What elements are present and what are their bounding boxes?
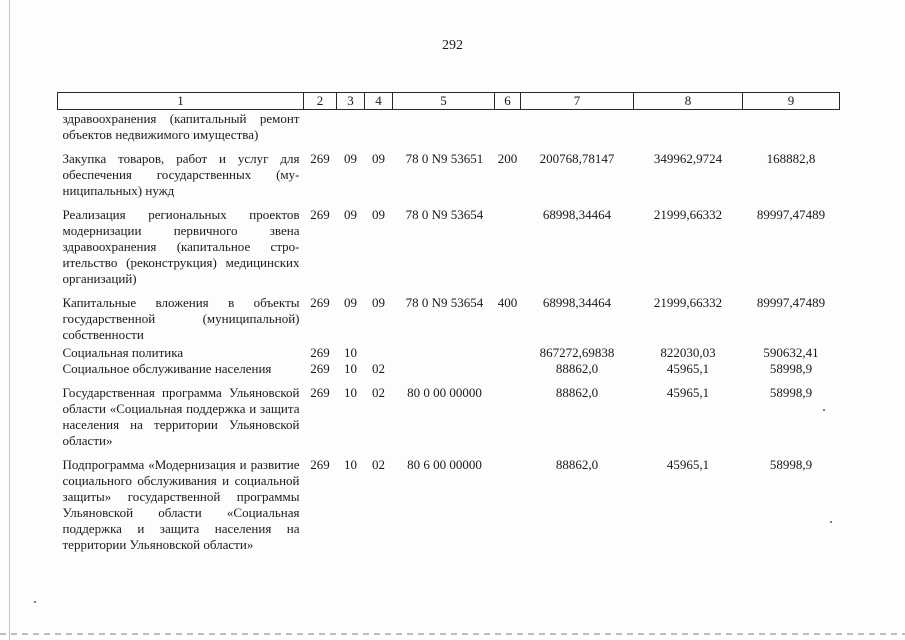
table-row <box>58 449 840 553</box>
row-expense-type: 200 <box>497 151 518 166</box>
scan-speck <box>34 601 36 603</box>
row-value-8: 349962,9724 <box>653 151 723 166</box>
row-value-7: 88862,0 <box>555 361 599 376</box>
header-col-1: 1 <box>58 93 304 110</box>
header-col-6: 6 <box>495 93 521 110</box>
row-expense-type <box>495 110 521 144</box>
row-code-4: 02 <box>372 385 385 400</box>
table-row <box>58 343 840 361</box>
row-code-2: 269 <box>310 361 330 376</box>
row-value-7: 867272,69838 <box>539 345 615 360</box>
row-name: Капитальные вложения в объекты государственной (муниципальной) собственности <box>62 295 300 342</box>
row-value-9: 58998,9 <box>769 361 813 376</box>
row-code-3: 10 <box>344 345 357 360</box>
row-value-9: 58998,9 <box>769 457 813 472</box>
row-code-3: 10 <box>344 457 357 472</box>
row-expense-type <box>495 377 521 449</box>
row-value-7: 88862,0 <box>555 385 599 400</box>
row-expense-type <box>495 449 521 553</box>
header-col-9: 9 <box>743 93 840 110</box>
scan-edge-left <box>9 0 10 640</box>
table-row <box>58 110 840 144</box>
row-name: Подпрограмма «Модернизация и развитие социального обслуживания и социальной защиты» государственной программы Ульяновской области «Социальная поддержка и защита населения на территории Ульяновской области» <box>62 457 300 552</box>
row-code-2: 269 <box>310 385 330 400</box>
header-row <box>58 93 840 110</box>
scan-speck <box>830 521 832 523</box>
row-code-2 <box>304 110 337 144</box>
row-value-8 <box>634 110 743 144</box>
row-target-article: 78 0 N9 53651 <box>405 151 484 166</box>
row-value-8: 822030,03 <box>660 345 716 360</box>
row-value-9: 58998,9 <box>769 385 813 400</box>
row-name: здравоохранения (капитальный ремонт объектов недвижимого имущества) <box>62 111 300 142</box>
row-target-article: 80 0 00 00000 <box>407 385 482 400</box>
row-expense-type: 400 <box>497 295 518 310</box>
row-value-8: 45965,1 <box>666 385 710 400</box>
table-row <box>58 287 840 343</box>
row-code-4: 02 <box>372 457 385 472</box>
row-name: Государственная программа Ульяновской области «Социальная поддержка и защита населения на территории Ульяновской области» <box>62 385 300 448</box>
row-code-4 <box>365 110 393 144</box>
row-code-3: 09 <box>344 151 357 166</box>
row-code-4: 09 <box>372 151 385 166</box>
row-target-article <box>393 110 495 144</box>
page-number: 292 <box>442 38 463 53</box>
scan-edge-bottom <box>0 633 905 635</box>
row-code-3: 10 <box>344 385 357 400</box>
table-row <box>58 377 840 449</box>
row-target-article: 80 6 00 00000 <box>407 457 482 472</box>
row-expense-type <box>495 361 521 377</box>
row-name: Реализация региональных проектов модернизации первичного звена здравоохранения (капитальное строительство (реконструкция) медицинских организаций) <box>62 207 300 286</box>
row-value-9: 89997,47489 <box>756 295 826 310</box>
table-row <box>58 199 840 287</box>
row-value-8: 45965,1 <box>666 361 710 376</box>
table-row <box>58 361 840 377</box>
row-value-9: 89997,47489 <box>756 207 826 222</box>
row-target-article: 78 0 N9 53654 <box>405 207 484 222</box>
row-code-2: 269 <box>310 151 330 166</box>
row-code-2: 269 <box>310 457 330 472</box>
row-target-article <box>393 343 495 361</box>
header-col-4: 4 <box>365 93 393 110</box>
row-name: Социальное обслуживание населения <box>62 361 272 376</box>
row-code-3: 09 <box>344 295 357 310</box>
row-code-4: 09 <box>372 295 385 310</box>
row-name: Закупка товаров, работ и услуг для обеспечения государственных (муниципальных) нужд <box>62 151 300 198</box>
scan-speck <box>823 409 825 411</box>
row-code-3: 10 <box>344 361 357 376</box>
row-value-7 <box>521 110 634 144</box>
row-code-3 <box>337 110 365 144</box>
row-value-7: 68998,34464 <box>542 295 612 310</box>
row-expense-type <box>495 199 521 287</box>
row-target-article <box>393 361 495 377</box>
row-code-3: 09 <box>344 207 357 222</box>
row-value-7: 68998,34464 <box>542 207 612 222</box>
header-col-3: 3 <box>337 93 365 110</box>
header-col-7: 7 <box>521 93 634 110</box>
budget-table <box>57 92 840 553</box>
header-col-8: 8 <box>634 93 743 110</box>
row-code-2: 269 <box>310 207 330 222</box>
header-col-2: 2 <box>304 93 337 110</box>
table-row <box>58 143 840 199</box>
row-code-4 <box>365 343 393 361</box>
row-value-9: 168882,8 <box>766 151 816 166</box>
row-code-4: 09 <box>372 207 385 222</box>
row-value-7: 88862,0 <box>555 457 599 472</box>
header-col-5: 5 <box>393 93 495 110</box>
row-code-2: 269 <box>310 345 330 360</box>
row-code-4: 02 <box>372 361 385 376</box>
row-value-9 <box>743 110 840 144</box>
row-name: Социальная политика <box>62 345 184 360</box>
row-expense-type <box>495 343 521 361</box>
row-value-8: 45965,1 <box>666 457 710 472</box>
row-value-9: 590632,41 <box>763 345 819 360</box>
row-value-8: 21999,66332 <box>653 295 723 310</box>
row-code-2: 269 <box>310 295 330 310</box>
table-header <box>58 93 840 110</box>
row-target-article: 78 0 N9 53654 <box>405 295 484 310</box>
row-value-8: 21999,66332 <box>653 207 723 222</box>
row-value-7: 200768,78147 <box>539 151 615 166</box>
